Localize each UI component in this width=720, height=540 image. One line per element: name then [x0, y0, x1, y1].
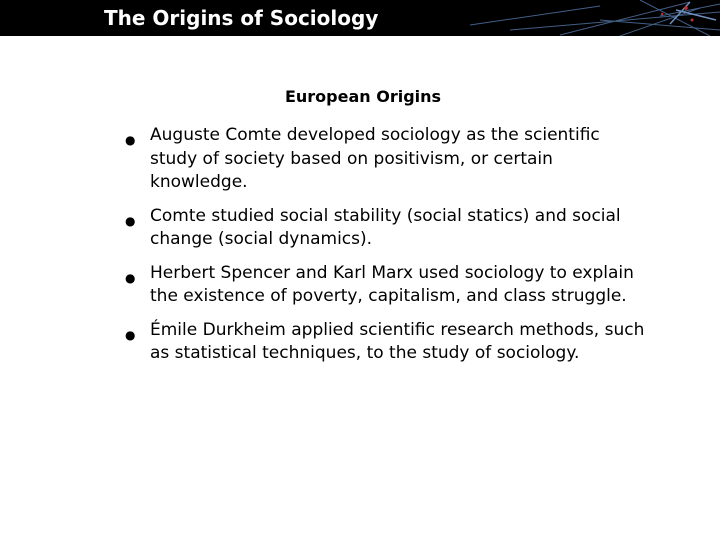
section-subtitle: European Origins	[284, 87, 442, 106]
list-item	[125, 205, 645, 252]
bullet-text: Herbert Spencer and Karl Marx used sociology to explain the existence of poverty, capitalism, and class struggle.	[150, 262, 634, 306]
bullet-dot-icon: ●	[125, 133, 136, 147]
bullet-text: Émile Durkheim applied scientific research methods, such as statistical techniques, to the study of sociology.	[150, 319, 645, 363]
bullet-dot-icon: ●	[125, 327, 136, 342]
bullet-text: Auguste Comte developed sociology as the scientific study of society based on positivism, or certain knowledge.	[150, 125, 600, 192]
list-item	[125, 262, 645, 309]
bullet-text: Comte studied social stability (social statics) and social change (social dynamics).	[150, 205, 621, 249]
list-item	[125, 124, 645, 195]
bullet-list	[125, 124, 645, 376]
list-item	[125, 319, 645, 366]
bullet-dot-icon: ●	[125, 213, 136, 228]
title-bar	[0, 0, 720, 36]
slide-title: The Origins of Sociology	[104, 6, 379, 30]
bullet-dot-icon: ●	[125, 270, 136, 285]
